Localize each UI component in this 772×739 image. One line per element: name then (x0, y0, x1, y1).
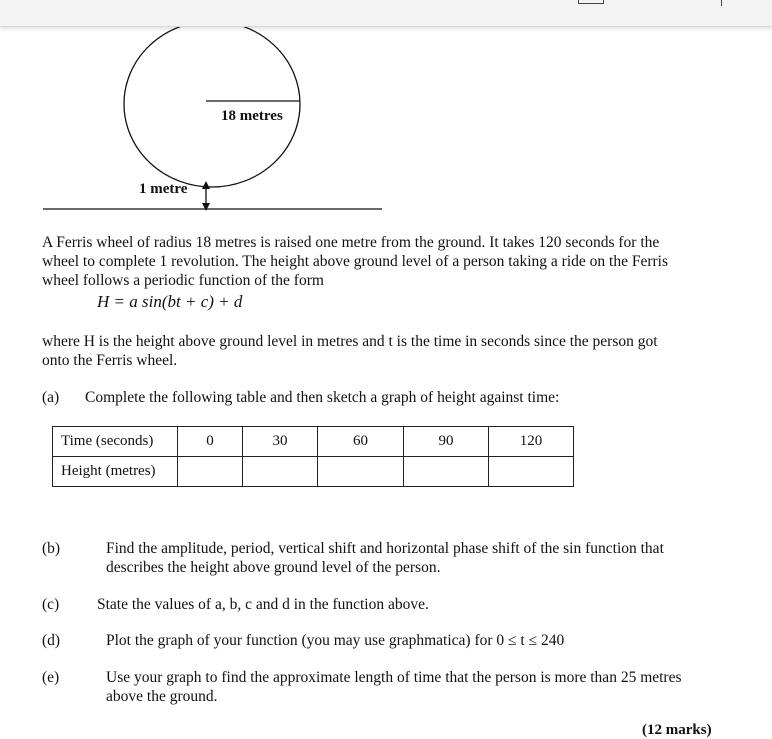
part-e-letter: (e) (42, 669, 60, 686)
height-header-cell: Height (metres) (53, 457, 178, 487)
height-cell-90[interactable] (404, 457, 489, 487)
time-header-cell: Time (seconds) (53, 427, 178, 457)
height-time-table (52, 426, 574, 487)
where-line-2: onto the Ferris wheel. (42, 352, 178, 369)
table-row-time (53, 427, 574, 457)
time-cell-0: 0 (178, 427, 243, 457)
part-a-text: Complete the following table and then sketch a graph of height against time: (85, 389, 560, 406)
table-row-height (53, 457, 574, 487)
part-c-text: State the values of a, b, c and d in the function above. (97, 596, 429, 613)
time-cell-90: 90 (404, 427, 489, 457)
page-view-icon[interactable] (578, 0, 604, 4)
part-d-letter: (d) (42, 632, 61, 649)
part-c-letter: (c) (42, 596, 60, 613)
height-cell-30[interactable] (243, 457, 318, 487)
formula: H = a sin(bt + c) + d (97, 292, 243, 311)
part-a-letter: (a) (42, 389, 60, 406)
part-b-line-1: Find the amplitude, period, vertical shift and horizontal phase shift of the sin function that (106, 540, 664, 557)
gap-label: 1 metre (139, 181, 188, 197)
toolbar-divider-icon (721, 0, 722, 6)
radius-label: 18 metres (221, 108, 283, 124)
time-cell-120: 120 (489, 427, 574, 457)
where-line-1: where H is the height above ground level in metres and t is the time in seconds since the person got (42, 333, 658, 350)
intro-line-2: wheel to complete 1 revolution. The height above ground level of a person taking a ride on the Ferris (42, 253, 668, 270)
height-cell-60[interactable] (318, 457, 404, 487)
ferris-wheel-diagram (0, 0, 772, 220)
wheel-circle (124, 21, 300, 187)
marks-label: (12 marks) (642, 722, 712, 738)
intro-line-3: wheel follows a periodic function of the form (42, 272, 324, 289)
part-b-letter: (b) (42, 540, 61, 557)
viewer-toolbar (0, 0, 772, 27)
part-d-text: Plot the graph of your function (you may use graphmatica) for 0 ≤ t ≤ 240 (106, 632, 565, 649)
part-b-line-2: describes the height above ground level of the person. (106, 559, 441, 576)
intro-line-1: A Ferris wheel of radius 18 metres is raised one metre from the ground. It takes 120 seconds for the (42, 234, 660, 251)
gap-arrow-up (202, 181, 210, 189)
part-e-line-2: above the ground. (106, 688, 218, 705)
height-cell-120[interactable] (489, 457, 574, 487)
time-cell-30: 30 (243, 427, 318, 457)
part-e-line-1: Use your graph to find the approximate length of time that the person is more than 25 metres (106, 669, 682, 686)
height-cell-0[interactable] (178, 457, 243, 487)
gap-arrow-down (202, 203, 210, 211)
time-cell-60: 60 (318, 427, 404, 457)
